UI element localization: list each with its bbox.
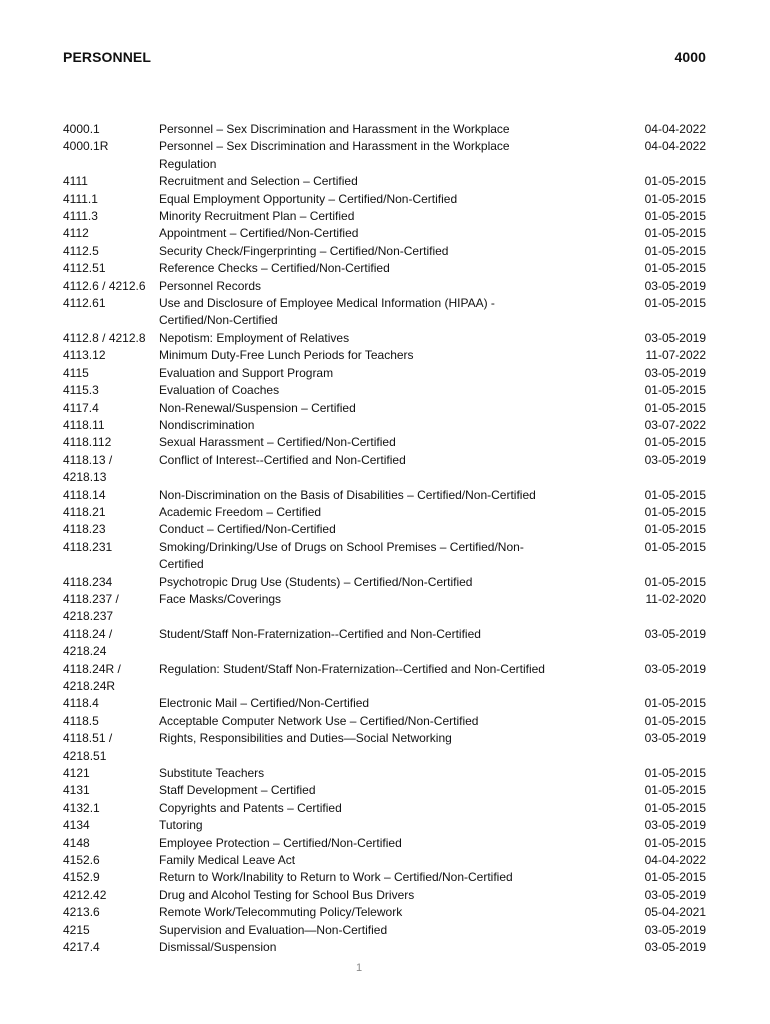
policy-row: [63, 730, 706, 765]
policy-row: [63, 487, 706, 504]
policy-date: 11-07-2022: [645, 348, 706, 363]
policy-row: [63, 173, 706, 190]
policy-title: Copyrights and Patents – Certified: [159, 800, 342, 815]
policy-number: 4112.61: [63, 296, 106, 311]
policy-date: 01-05-2015: [644, 487, 706, 502]
policy-title: Conduct – Certified/Non-Certified: [159, 522, 336, 537]
policy-title: Equal Employment Opportunity – Certified/Non-Certified: [159, 191, 458, 206]
policy-date: 03-05-2019: [644, 330, 706, 345]
policy-number: 4112.51: [63, 261, 106, 276]
policy-date: 03-05-2019: [644, 365, 706, 380]
policy-row: [63, 574, 706, 591]
policy-row: [63, 521, 706, 538]
policy-date: 03-05-2019: [644, 661, 706, 676]
policy-title: Evaluation of Coaches: [159, 383, 280, 398]
policy-row: [63, 382, 706, 399]
policy-row: [63, 661, 706, 696]
policy-number: 4118.21: [63, 504, 106, 519]
policy-date: 01-05-2015: [644, 522, 706, 537]
policy-number: 4118.5: [63, 713, 99, 728]
policy-date: 03-07-2022: [644, 417, 706, 432]
policy-number: 4213.6: [63, 905, 100, 920]
policy-row: [63, 225, 706, 242]
policy-number: 4111: [63, 174, 88, 189]
policy-row: [63, 434, 706, 451]
policy-row: [63, 260, 706, 277]
policy-number: 4118.112: [63, 435, 112, 450]
policy-title: Recruitment and Selection – Certified: [159, 174, 358, 189]
policy-title: Minority Recruitment Plan – Certified: [159, 209, 355, 224]
policy-date: 01-05-2015: [644, 766, 706, 781]
policy-number: 4118.23: [63, 522, 106, 537]
policy-title: Non-Discrimination on the Basis of Disabilities – Certified/Non-Certified: [159, 487, 536, 502]
policy-title: Face Masks/Coverings: [159, 591, 282, 606]
policy-row: [63, 243, 706, 260]
policy-number: 4152.9: [63, 870, 100, 885]
policy-title: Student/Staff Non-Fraternization--Certified and Non-Certified: [159, 626, 481, 641]
section-title: PERSONNEL: [63, 49, 152, 65]
policy-date: 03-05-2019: [644, 922, 706, 937]
policy-date: 01-05-2015: [644, 400, 706, 415]
policy-number: 4115.3: [63, 383, 99, 398]
policy-number: 4212.42: [63, 887, 107, 902]
policy-title: Conflict of Interest--Certified and Non-Certified: [159, 452, 406, 467]
policy-row: [63, 817, 706, 834]
policy-number: 4111.3: [63, 209, 98, 224]
policy-number: 4115: [63, 365, 89, 380]
policy-date: 01-05-2015: [644, 696, 706, 711]
policy-number: 4118.51 / 4218.51: [63, 731, 113, 763]
policy-date: 01-05-2015: [644, 174, 706, 189]
policy-number: 4118.11: [63, 417, 105, 432]
policy-row: [63, 417, 706, 434]
policy-list: [63, 121, 706, 957]
policy-date: 03-05-2019: [644, 818, 706, 833]
policy-row: [63, 800, 706, 817]
policy-number: 4112.6 / 4212.6: [63, 278, 146, 293]
policy-number: 4113.12: [63, 348, 106, 363]
policy-title: Sexual Harassment – Certified/Non-Certified: [159, 435, 396, 450]
policy-title: Evaluation and Support Program: [159, 365, 334, 380]
policy-date: 03-05-2019: [644, 278, 706, 293]
policy-date: 01-05-2015: [644, 226, 706, 241]
page-number: 1: [355, 962, 363, 974]
policy-row: [63, 121, 706, 138]
policy-title: Electronic Mail – Certified/Non-Certified: [159, 696, 370, 711]
policy-date: 03-05-2019: [644, 626, 706, 641]
policy-title: Academic Freedom – Certified: [159, 504, 322, 519]
policy-number: 4121: [63, 766, 90, 781]
policy-row: [63, 191, 706, 208]
policy-row: [63, 626, 706, 661]
policy-title: Tutoring: [159, 818, 203, 833]
policy-row: [63, 400, 706, 417]
policy-row: [63, 765, 706, 782]
policy-number: 4217.4: [63, 940, 100, 955]
policy-row: [63, 939, 706, 956]
policy-row: [63, 904, 706, 921]
policy-number: 4118.4: [63, 696, 99, 711]
policy-date: 03-05-2019: [644, 887, 706, 902]
policy-number: 4112.5: [63, 243, 99, 258]
policy-row: [63, 922, 706, 939]
policy-date: 01-05-2015: [644, 783, 706, 798]
policy-number: 4118.231: [63, 539, 113, 554]
policy-number: 4134: [63, 818, 90, 833]
policy-row: [63, 452, 706, 487]
policy-number: 4118.24 / 4218.24: [63, 626, 113, 659]
policy-title: Security Check/Fingerprinting – Certified/Non-Certified: [159, 243, 449, 258]
policy-date: 01-05-2015: [644, 800, 706, 815]
policy-number: 4000.1R: [63, 139, 109, 154]
policy-row: [63, 782, 706, 799]
policy-row: [63, 695, 706, 712]
policy-title: Personnel – Sex Discrimination and Harassment in the Workplace: [159, 122, 510, 136]
policy-row: [63, 138, 706, 173]
policy-row: [63, 713, 706, 730]
policy-date: 01-05-2015: [644, 296, 706, 311]
policy-row: [63, 591, 706, 626]
policy-date: 01-05-2015: [644, 504, 706, 519]
policy-date: 01-05-2015: [644, 261, 706, 276]
policy-date: 04-04-2022: [644, 853, 706, 868]
policy-row: [63, 208, 706, 225]
policy-date: 01-05-2015: [644, 383, 706, 398]
policy-date: 05-04-2021: [644, 905, 706, 920]
policy-date: 03-05-2019: [644, 452, 706, 467]
policy-number: 4112: [63, 226, 89, 241]
policy-title: Non-Renewal/Suspension – Certified: [159, 400, 356, 415]
policy-title: Substitute Teachers: [159, 766, 265, 781]
policy-row: [63, 365, 706, 382]
policy-title: Personnel – Sex Discrimination and Harassment in the Workplace Regulation: [159, 139, 510, 171]
policy-title: Psychotropic Drug Use (Students) – Certified/Non-Certified: [159, 574, 473, 589]
policy-title: Minimum Duty-Free Lunch Periods for Teachers: [159, 348, 414, 363]
policy-title: Drug and Alcohol Testing for School Bus Drivers: [159, 887, 415, 902]
policy-title: Rights, Responsibilities and Duties—Social Networking: [159, 731, 452, 746]
policy-row: [63, 852, 706, 869]
policy-title: Acceptable Computer Network Use – Certified/Non-Certified: [159, 713, 479, 728]
policy-title: Staff Development – Certified: [159, 783, 316, 798]
policy-row: [63, 278, 706, 295]
policy-title: Family Medical Leave Act: [159, 853, 296, 868]
policy-title: Nepotism: Employment of Relatives: [159, 330, 350, 345]
policy-row: [63, 835, 706, 852]
policy-title: Return to Work/Inability to Return to Work – Certified/Non-Certified: [159, 870, 513, 885]
policy-number: 4111.1: [63, 191, 98, 206]
policy-date: 01-05-2015: [644, 209, 706, 224]
policy-row: [63, 504, 706, 521]
policy-title: Nondiscrimination: [159, 417, 255, 432]
policy-number: 4112.8 / 4212.8: [63, 330, 146, 345]
policy-row: [63, 887, 706, 904]
policy-date: 01-05-2015: [644, 574, 706, 589]
policy-number: 4131: [63, 783, 90, 798]
page-header: [63, 49, 706, 65]
policy-date: 01-05-2015: [644, 835, 706, 850]
policy-row: [63, 347, 706, 364]
policy-date: 03-05-2019: [644, 940, 706, 955]
policy-title: Smoking/Drinking/Use of Drugs on School Premises – Certified/Non-Certified: [159, 539, 524, 572]
policy-date: 01-05-2015: [644, 713, 706, 728]
policy-title: Appointment – Certified/Non-Certified: [159, 226, 359, 241]
policy-number: 4117.4: [63, 400, 99, 415]
policy-number: 4148: [63, 835, 90, 850]
policy-title: Regulation: Student/Staff Non-Fraternization--Certified and Non-Certified: [159, 661, 545, 676]
policy-title: Reference Checks – Certified/Non-Certified: [159, 261, 390, 276]
policy-number: 4118.14: [63, 487, 106, 502]
policy-date: 01-05-2015: [644, 539, 706, 554]
section-series-number: 4000: [674, 49, 706, 65]
policy-date: 11-02-2020: [645, 591, 706, 606]
policy-row: [63, 330, 706, 347]
policy-number: 4132.1: [63, 800, 100, 815]
policy-date: 01-05-2015: [644, 191, 706, 206]
policy-number: 4118.234: [63, 574, 113, 589]
policy-number: 4118.24R / 4218.24R: [63, 661, 121, 693]
policy-title: Personnel Records: [159, 278, 262, 293]
policy-number: 4215: [63, 922, 90, 937]
policy-title: Employee Protection – Certified/Non-Certified: [159, 835, 402, 850]
policy-number: 4152.6: [63, 853, 100, 868]
policy-date: 01-05-2015: [644, 870, 706, 885]
policy-row: [63, 539, 706, 574]
policy-title: Remote Work/Telecommuting Policy/Telework: [159, 905, 403, 920]
policy-number: 4000.1: [63, 122, 100, 136]
policy-row: [63, 295, 706, 330]
policy-row: [63, 869, 706, 886]
policy-date: 01-05-2015: [644, 435, 706, 450]
policy-number: 4118.237 / 4218.237: [63, 591, 119, 624]
policy-date: 04-04-2022: [644, 139, 706, 154]
policy-date: 04-04-2022: [644, 122, 706, 136]
policy-number: 4118.13 / 4218.13: [63, 452, 113, 485]
policy-title: Supervision and Evaluation—Non-Certified: [159, 922, 388, 937]
policy-date: 01-05-2015: [644, 243, 706, 258]
policy-date: 03-05-2019: [644, 731, 706, 746]
policy-title: Dismissal/Suspension: [159, 940, 277, 955]
policy-title: Use and Disclosure of Employee Medical Information (HIPAA) - Certified/Non-Certified: [159, 296, 495, 328]
